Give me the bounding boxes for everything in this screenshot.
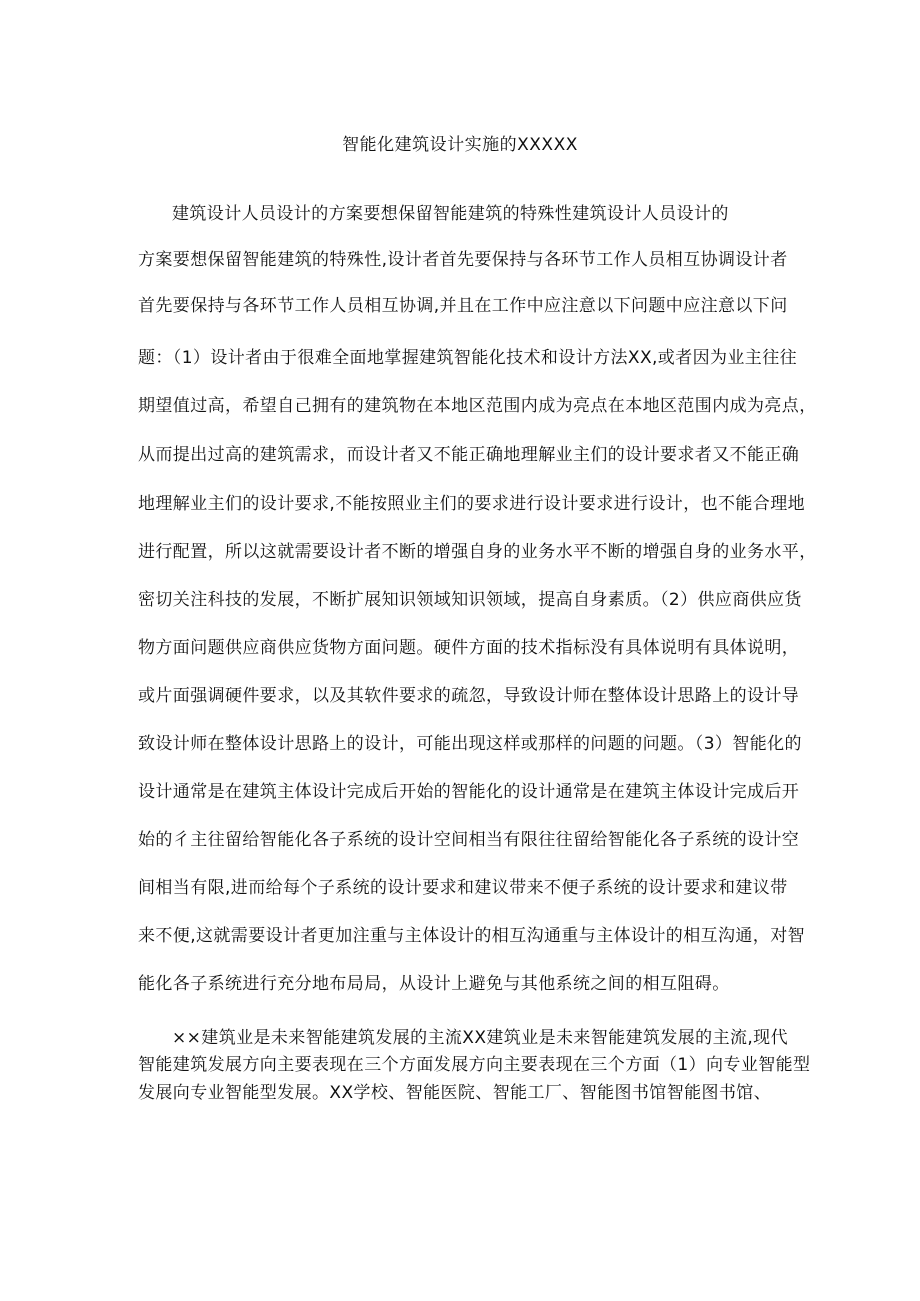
page-title: 智能化建筑设计实施的XXXXX	[342, 135, 578, 155]
paragraph-1-line: 来不便,这就需要设计者更加注重与主体设计的相互沟通重与主体设计的相互沟通，对智	[138, 926, 806, 946]
paragraph-1-line: 地理解业主们的设计要求,不能按照业主们的要求进行设计要求进行设计，也不能合理地	[138, 494, 806, 514]
paragraph-1-line: 密切关注科技的发展，不断扩展知识领域知识领域，提高自身素质。（2）供应商供应货	[138, 590, 802, 610]
paragraph-1-line: 致设计师在整体设计思路上的设计，可能出现这样或那样的问题的问题。（3）智能化的	[138, 734, 802, 754]
paragraph-1-line: 或片面强调硬件要求，以及其软件要求的疏忽，导致设计师在整体设计思路上的设计导	[138, 686, 800, 706]
paragraph-1-line: 能化各子系统进行充分地布局局，从设计上避免与其他系统之间的相互阻碍。	[138, 974, 730, 994]
paragraph-1-line: 方案要想保留智能建筑的特殊性,设计者首先要保持与各环节工作人员相互协调设计者	[138, 250, 788, 270]
paragraph-1-line: 设计通常是在建筑主体设计完成后开始的智能化的设计通常是在建筑主体设计完成后开	[138, 782, 800, 802]
paragraph-1-line: 间相当有限,进而给每个子系统的设计要求和建议带来不便子系统的设计要求和建议带	[138, 878, 788, 898]
paragraph-1-line: 建筑设计人员设计的方案要想保留智能建筑的特殊性建筑设计人员设计的	[172, 204, 729, 224]
paragraph-2-line: ××建筑业是未来智能建筑发展的主流XX建筑业是未来智能建筑发展的主流,现代	[172, 1028, 788, 1048]
paragraph-2-line: 智能建筑发展方向主要表现在三个方面发展方向主要表现在三个方面（1）向专业智能型	[138, 1055, 811, 1075]
paragraph-1-line: 首先要保持与各环节工作人员相互协调,并且在工作中应注意以下问题中应注意以下问	[138, 296, 788, 316]
paragraph-1-line: 从而提出过高的建筑需求，而设计者又不能正确地理解业主们的设计要求者又不能正确	[138, 445, 800, 465]
paragraph-2-line: 发展向专业智能型发展。XX学校、智能医院、智能工厂、智能图书馆智能图书馆、	[138, 1083, 772, 1103]
paragraph-1-line: 进行配置，所以这就需要设计者不断的增强自身的业务水平不断的增强自身的业务水平，	[138, 542, 817, 562]
paragraph-1-line: 始的彳主往留给智能化各子系统的设计空间相当有限往往留给智能化各子系统的设计空	[138, 830, 800, 850]
paragraph-1-line: 物方面问题供应商供应货物方面问题。硬件方面的技术指标没有具体说明有具体说明，	[138, 638, 800, 658]
paragraph-1-line: 题：（1）设计者由于很难全面地掌握建筑智能化技术和设计方法XX,或者因为业主往往	[138, 348, 798, 368]
paragraph-1-line: 期望值过高，希望自己拥有的建筑物在本地区范围内成为亮点在本地区范围内成为亮点，	[138, 396, 817, 416]
